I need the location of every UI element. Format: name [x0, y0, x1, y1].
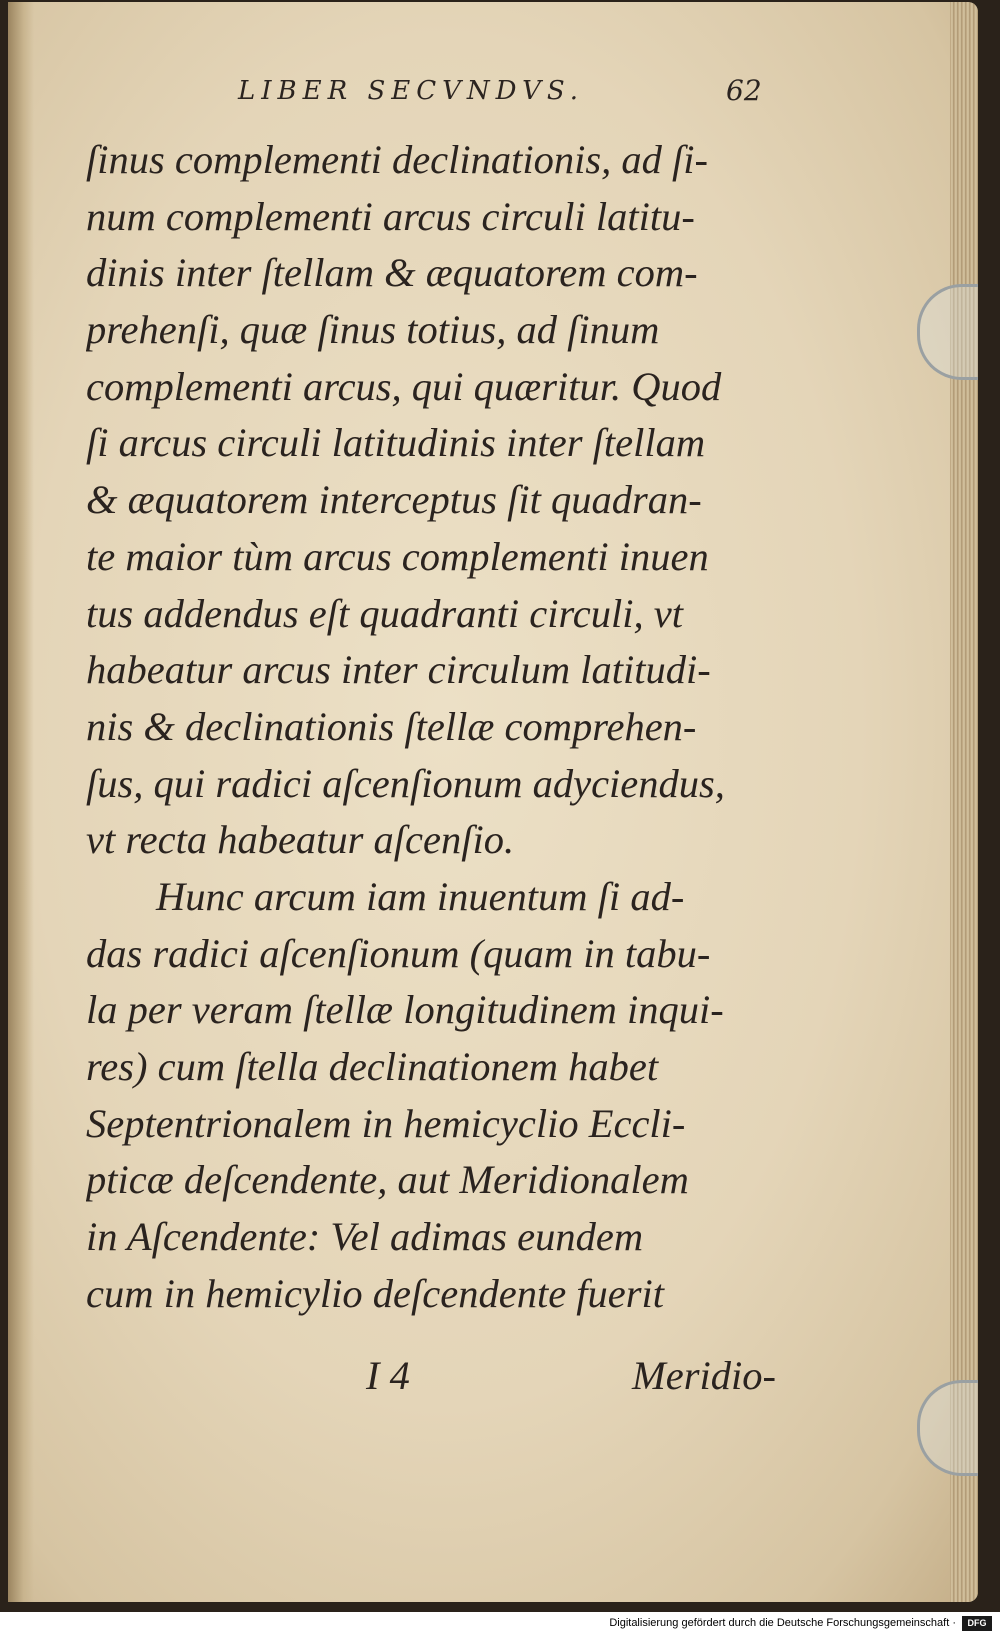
text-line: ſus, qui radici aſcenſionum adyciendus,	[86, 760, 725, 806]
text-line: Septentrionalem in hemicyclio Eccli-	[86, 1100, 686, 1146]
text-line: cum in hemicylio deſcendente fuerit	[86, 1270, 665, 1316]
footer-credit: Digitalisierung gefördert durch die Deutsche Forschungsgemeinschaft ·	[609, 1617, 956, 1629]
paragraph-first-line: Hunc arcum iam inuentum ſi ad-	[156, 873, 685, 919]
dfg-logo: DFG	[962, 1616, 992, 1631]
page-clip-bottom	[917, 1380, 978, 1476]
text-line: vt recta habeatur aſcenſio.	[86, 817, 515, 863]
page-clip-top	[917, 284, 978, 380]
text-line: pticæ deſcendente, aut Meridionalem	[86, 1157, 689, 1203]
page-edge	[950, 2, 978, 1602]
text-line: nis & declinationis ſtellæ comprehen-	[86, 703, 697, 749]
digitization-footer	[0, 1612, 1000, 1637]
text-line: prehenſi, quæ ſinus totius, ad ſinum	[86, 307, 660, 353]
text-line: tus addendus eſt quadranti circuli, vt	[86, 590, 683, 636]
text-line: te maior tùm arcus complementi inuen	[86, 533, 709, 579]
text-line: ſi arcus circuli latitudinis inter ſtellam	[86, 420, 706, 466]
text-line: habeatur arcus inter circulum latitudi-	[86, 647, 711, 693]
running-title: LIBER SECVNDVS.	[238, 76, 584, 106]
text-line: das radici aſcenſionum (quam in tabu-	[86, 930, 711, 976]
text-line: in Aſcendente: Vel adimas eundem	[86, 1214, 644, 1260]
text-line: num complementi arcus circuli latitu-	[86, 193, 695, 239]
text-line: res) cum ſtella declinationem habet	[86, 1044, 659, 1089]
text-line: la per veram ſtellæ longitudinem inqui-	[86, 987, 724, 1033]
signature-mark: I 4	[366, 1353, 410, 1398]
book-page	[8, 2, 978, 1602]
catchword: Meridio-	[632, 1353, 776, 1398]
catchword-line	[86, 1352, 776, 1412]
main-text	[86, 132, 776, 1322]
text-line: ſinus complementi declinationis, ad ſi-	[86, 137, 709, 182]
text-line: dinis inter ſtellam & æquatorem com-	[86, 250, 698, 296]
folio-number: 62	[726, 74, 762, 107]
text-line: & æquatorem interceptus ſit quadran-	[86, 477, 702, 523]
page-gutter	[8, 2, 34, 1602]
text-line: complementi arcus, qui quæritur. Quod	[86, 363, 722, 409]
